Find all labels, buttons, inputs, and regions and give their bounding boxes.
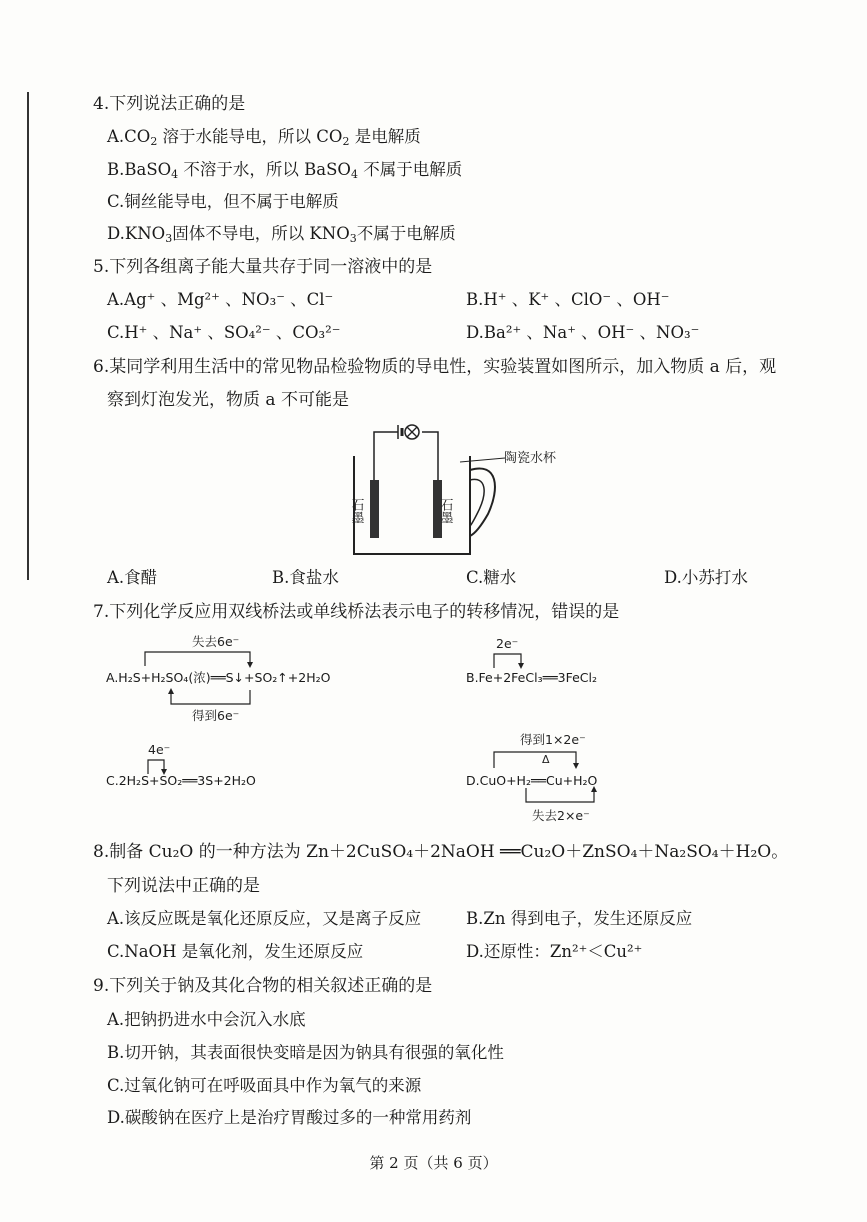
q8-option-c: C.NaOH 是氧化剂，发生还原反应 bbox=[107, 942, 364, 961]
q8-option-b: B.Zn 得到电子，发生还原反应 bbox=[466, 909, 693, 928]
q7-option-a-equation: A.H₂S+H₂SO₄(浓)══S↓+SO₂↑+2H₂O bbox=[106, 670, 331, 685]
q6-option-b: B.食盐水 bbox=[272, 568, 339, 587]
margin-line bbox=[27, 92, 29, 580]
svg-text:石墨: 石墨 bbox=[348, 498, 364, 524]
conductivity-apparatus-diagram bbox=[340, 418, 560, 564]
q8-stem-line2: 下列说法中正确的是 bbox=[107, 876, 260, 896]
q5-option-c: C.H⁺ 、Na⁺ 、SO₄²⁻ 、CO₃²⁻ bbox=[107, 323, 341, 342]
q4-stem: 4.下列说法正确的是 bbox=[93, 94, 246, 114]
q6-stem-line1: 6.某同学利用生活中的常见物品检验物质的导电性，实验装置如图所示，加入物质 a 后，观 bbox=[93, 357, 777, 377]
svg-text:失去6e⁻: 失去6e⁻ bbox=[192, 634, 240, 649]
q6-option-d: D.小苏打水 bbox=[664, 568, 748, 587]
q5-option-a: A.Ag⁺ 、Mg²⁺ 、NO₃⁻ 、Cl⁻ bbox=[107, 290, 334, 309]
q7-option-c-equation: C.2H₂S+SO₂══3S+2H₂O bbox=[106, 773, 256, 788]
q4-option-d: $D.KNO_3$固体不导电，所以 $KNO_3$不属于电解质 bbox=[107, 224, 456, 245]
q9-option-c: C.过氧化钠可在呼吸面具中作为氧气的来源 bbox=[107, 1076, 422, 1095]
q4-option-b: B.BaSO$_4$ 不溶于水，所以 BaSO$_4$ 不属于电解质 bbox=[107, 160, 463, 181]
q7-option-b-equation: B.Fe+2FeCl₃══3FeCl₂ bbox=[466, 670, 597, 685]
q5-option-b: B.H⁺ 、K⁺ 、ClO⁻ 、OH⁻ bbox=[466, 290, 670, 309]
q6-option-a: A.食醋 bbox=[107, 568, 158, 587]
q5-option-d: D.Ba²⁺ 、Na⁺ 、OH⁻ 、NO₃⁻ bbox=[466, 323, 700, 342]
q4-option-a: $A.CO_2$ 溶于水能导电，所以 $CO_2$ 是电解质 bbox=[107, 127, 421, 148]
q6-stem-line2: 察到灯泡发光，物质 a 不可能是 bbox=[107, 390, 349, 410]
q9-option-a: A.把钠扔进水中会沉入水底 bbox=[107, 1010, 306, 1029]
page-footer: 第 2 页（共 6 页） bbox=[369, 1154, 498, 1172]
q7-option-b-bridge bbox=[466, 636, 586, 670]
q4-option-c: C.铜丝能导电，但不属于电解质 bbox=[107, 192, 339, 211]
svg-text:4e⁻: 4e⁻ bbox=[148, 742, 171, 757]
q9-option-b: B.切开钠，其表面很快变暗是因为钠具有很强的氧化性 bbox=[107, 1043, 504, 1062]
q9-stem: 9.下列关于钠及其化合物的相关叙述正确的是 bbox=[93, 976, 433, 996]
q7-option-d-equation: D.CuO+H₂══Cu+H₂O bbox=[466, 773, 598, 788]
svg-text:得到6e⁻: 得到6e⁻ bbox=[192, 708, 240, 723]
q6-option-c: C.糖水 bbox=[466, 568, 517, 587]
svg-text:失去2×e⁻: 失去2×e⁻ bbox=[532, 808, 590, 823]
svg-text:得到1×2e⁻: 得到1×2e⁻ bbox=[520, 732, 586, 747]
svg-text:2e⁻: 2e⁻ bbox=[496, 636, 519, 651]
q7-stem: 7.下列化学反应用双线桥法或单线桥法表示电子的转移情况，错误的是 bbox=[93, 602, 620, 622]
svg-text:石墨: 石墨 bbox=[437, 498, 453, 524]
q5-stem: 5.下列各组离子能大量共存于同一溶液中的是 bbox=[93, 257, 433, 277]
svg-text:陶瓷水杯: 陶瓷水杯 bbox=[504, 451, 557, 466]
q9-option-d: D.碳酸钠在医疗上是治疗胃酸过多的一种常用药剂 bbox=[107, 1108, 472, 1127]
q8-option-a: A.该反应既是氧化还原反应，又是离子反应 bbox=[107, 909, 422, 928]
svg-text:Δ: Δ bbox=[542, 753, 550, 766]
q8-option-d: D.还原性：Zn²⁺＜Cu²⁺ bbox=[466, 942, 643, 961]
q8-stem-line1: 8.制备 Cu₂O 的一种方法为 Zn＋2CuSO₄＋2NaOH ══Cu₂O＋ZnSO₄＋Na₂SO₄＋H₂O。 bbox=[93, 842, 789, 862]
